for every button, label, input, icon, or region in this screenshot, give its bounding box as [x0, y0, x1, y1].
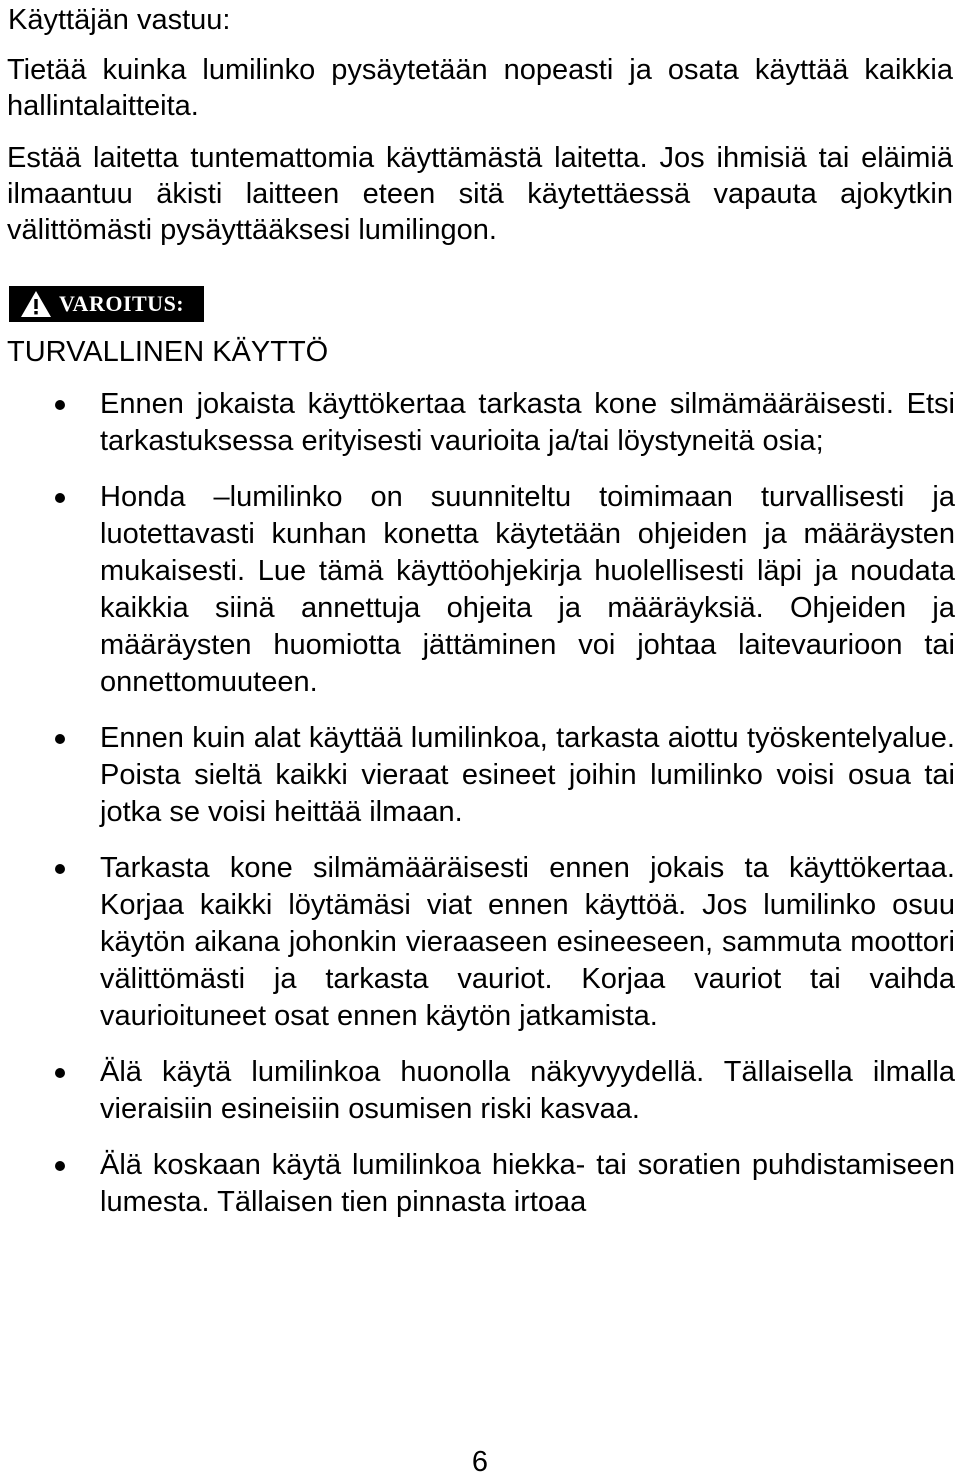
- bullet-text: Älä käytä lumilinkoa huonolla näkyvyydellä. Tällaisella ilmalla vieraisiin esineisiin osumisen riski kasvaa.: [100, 1056, 955, 1125]
- warning-label: VAROITUS:: [59, 291, 185, 316]
- list-item: [100, 479, 955, 701]
- paragraph-stop-controls: Tietää kuinka lumilinko pysäytetään nopeasti ja osata käyttää kaikkia hallintalaitteita.: [7, 54, 953, 122]
- safety-bullet-list: [0, 386, 960, 1240]
- bullet-icon: [55, 734, 65, 744]
- bullet-icon: [55, 400, 65, 410]
- bullet-icon: [55, 864, 65, 874]
- bullet-icon: [55, 493, 65, 503]
- list-item: [100, 386, 955, 460]
- safe-operation-title: TURVALLINEN KÄYTTÖ: [7, 336, 329, 368]
- warning-triangle-icon: [19, 289, 53, 319]
- bullet-text: Ennen jokaista käyttökertaa tarkasta kone silmämääräisesti. Etsi tarkastuksessa erityisesti vaurioita ja/tai löystyneitä osia;: [100, 388, 955, 457]
- bullet-text: Honda –lumilinko on suunniteltu toimimaan turvallisesti ja luotettavasti kunhan konetta käytetään ohjeiden ja määräysten mukaisesti. Lue tämä käyttöohjekirja huolellisesti läpi ja noudata kaikkia siinä annettuja ohjeita ja määräyksiä. Ohjeiden ja määräysten huomiotta jättäminen voi johtaa laitevaurioon tai onnettomuuteen.: [100, 481, 955, 698]
- bullet-icon: [55, 1161, 65, 1171]
- bullet-text: Tarkasta kone silmämääräisesti ennen jokais ta käyttökertaa. Korjaa kaikki löytämäsi viat ennen käyttöä. Jos lumilinko osuu käytön aikana johonkin vieraaseen esineeseen, sammuta moottori välittömästi ja tarkasta vauriot. Korjaa vauriot tai vaihda vaurioituneet osat ennen käytön jatkamista.: [100, 852, 955, 1032]
- list-item: [100, 1147, 955, 1221]
- list-item: [100, 720, 955, 831]
- list-item: [100, 1054, 955, 1128]
- warning-badge: [9, 286, 204, 322]
- paragraph-prevent-use: Estää laitetta tuntemattomia käyttämästä laitetta. Jos ihmisiä tai eläimiä ilmaantuu äkisti laitteen eteen sitä käytettäessä vapauta ajokytkin välittömästi pysäyttääksesi lumilingon.: [7, 142, 953, 246]
- bullet-text: Ennen kuin alat käyttää lumilinkoa, tarkasta aiottu työskentelyalue. Poista sieltä kaikki vieraat esineet joihin lumilinko voisi osua tai jotka se voisi heittää ilmaan.: [100, 722, 955, 828]
- list-item: [100, 850, 955, 1035]
- bullet-text: Älä koskaan käytä lumilinkoa hiekka- tai soratien puhdistamiseen lumesta. Tällaisen tien pinnasta irtoaa: [100, 1149, 955, 1218]
- bullet-icon: [55, 1068, 65, 1078]
- page-number: 6: [471, 1446, 489, 1478]
- responsibility-heading: Käyttäjän vastuu:: [8, 4, 231, 36]
